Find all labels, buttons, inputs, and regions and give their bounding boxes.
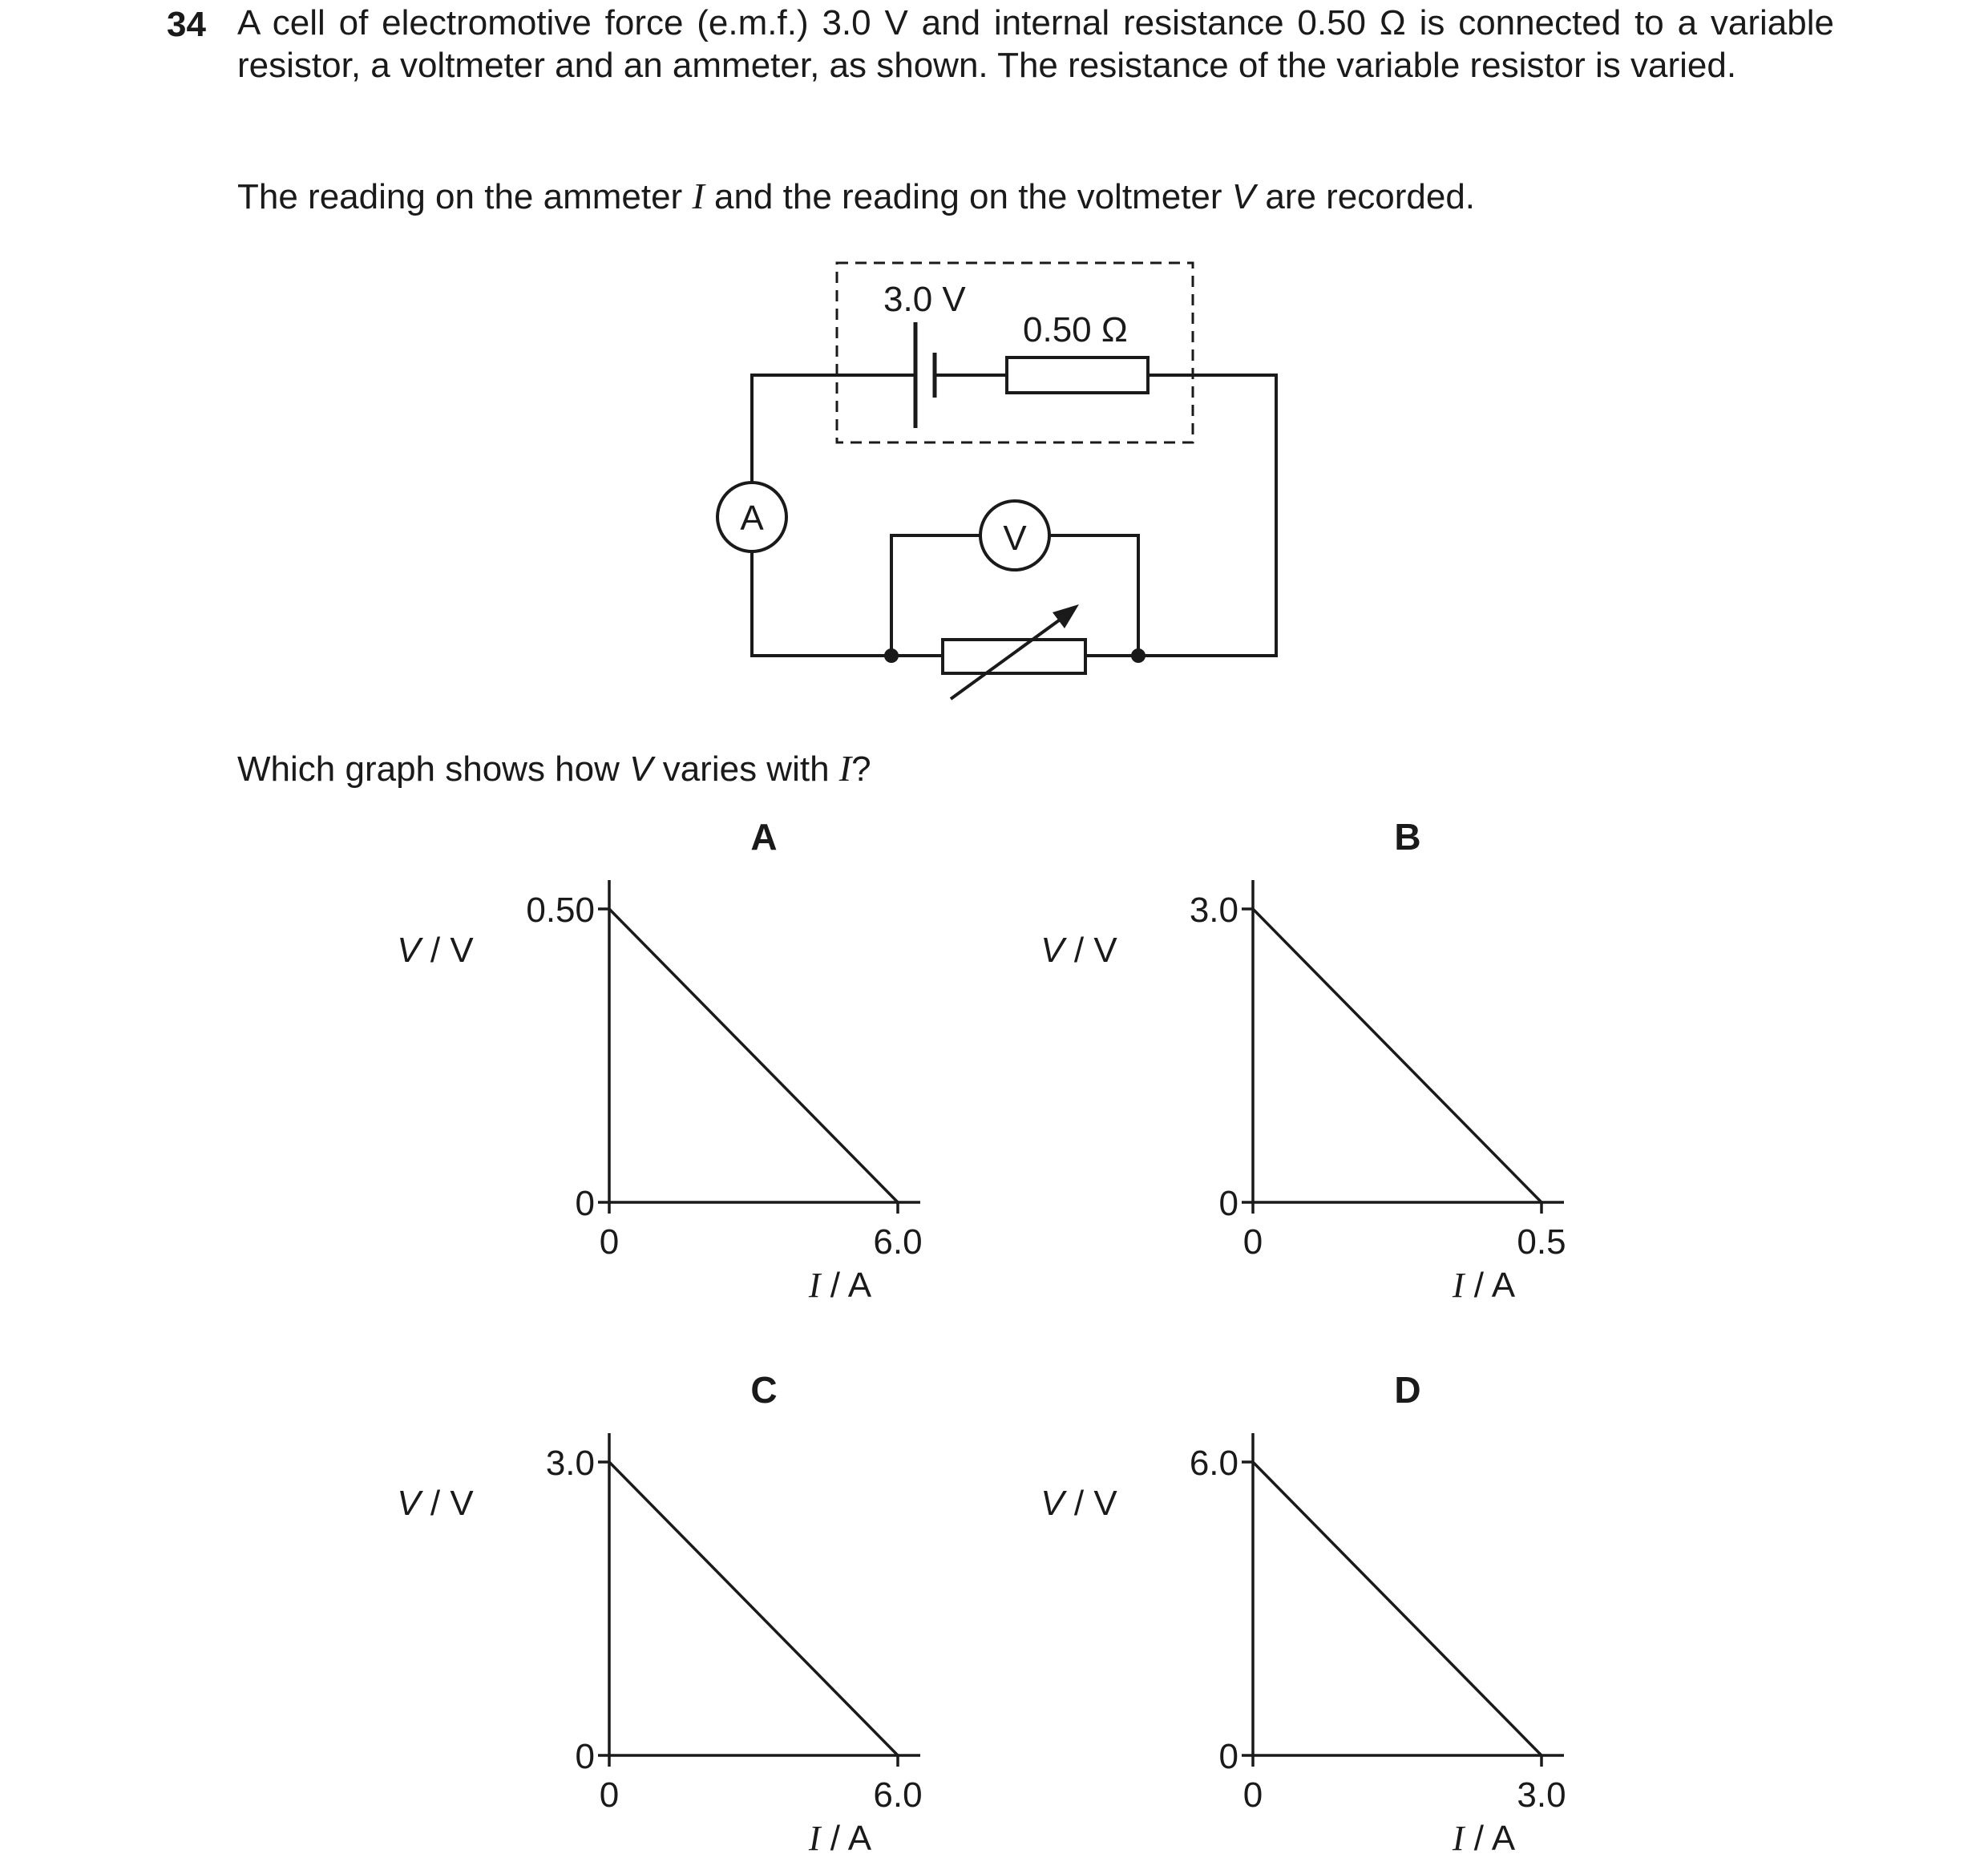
graph-d-y-tick-label-top: 6.0 — [1189, 1444, 1238, 1483]
graph-b-option-label: B — [1394, 816, 1421, 858]
question-number: 34 — [167, 5, 206, 44]
graph-c-x-tick-label-end: 6.0 — [873, 1775, 923, 1815]
prompt-text-1: Which graph shows how — [237, 749, 630, 789]
reading-text-3: are recorded. — [1255, 177, 1476, 216]
graph-b-y-axis-label: V / V — [1040, 931, 1117, 970]
graph-c-y-axis-label: V / V — [397, 1484, 474, 1523]
graph-d-data-line — [1253, 1462, 1542, 1755]
prompt-voltage-symbol: V — [629, 749, 653, 789]
prompt-current-symbol: I — [838, 748, 852, 789]
prompt-text-2: varies with — [653, 749, 839, 789]
graph-a-x-tick-label-end: 6.0 — [873, 1222, 923, 1262]
current-symbol: I — [692, 176, 705, 216]
graph-d-x-tick-label-end: 3.0 — [1517, 1775, 1566, 1815]
graph-c-y-tick-label-top: 3.0 — [545, 1444, 595, 1483]
graph-b-x-tick-label-end: 0.5 — [1517, 1222, 1566, 1262]
graph-d-y-axis-label: V / V — [1040, 1484, 1117, 1523]
graph-c-x-axis-label: I / A — [808, 1819, 872, 1858]
internal-resistance-label: 0.50 Ω — [1023, 310, 1128, 349]
ammeter-label: A — [740, 499, 764, 538]
graph-d-y-tick-label-zero: 0 — [1218, 1737, 1238, 1776]
graph-a-y-tick-label-zero: 0 — [575, 1184, 595, 1223]
graph-a-x-axis-label: I / A — [808, 1266, 872, 1305]
graph-b-y-tick-label-zero: 0 — [1218, 1184, 1238, 1223]
graph-d-option-label: D — [1394, 1369, 1421, 1411]
graph-a-data-line — [609, 909, 898, 1202]
reading-text-2: and the reading on the voltmeter — [704, 177, 1232, 216]
reading-text-1: The reading on the ammeter — [237, 177, 693, 216]
graph-c-data-line — [609, 1462, 898, 1755]
voltage-symbol: V — [1231, 177, 1256, 216]
graph-b-x-tick-label-zero: 0 — [1242, 1222, 1263, 1262]
graph-a-x-tick-label-zero: 0 — [599, 1222, 620, 1262]
graph-c-y-tick-label-zero: 0 — [575, 1737, 595, 1776]
graph-d-x-axis-label: I / A — [1452, 1819, 1516, 1858]
graph-c-x-tick-label-zero: 0 — [599, 1775, 620, 1815]
graph-b-y-tick-label-top: 3.0 — [1189, 891, 1238, 930]
graph-a-y-tick-label-top: 0.50 — [526, 891, 595, 930]
voltmeter-label: V — [1003, 519, 1027, 558]
graph-a-option-label: A — [750, 816, 778, 858]
graph-a-y-axis-label: V / V — [397, 931, 474, 970]
emf-label: 3.0 V — [883, 280, 966, 319]
question-intro: A cell of electromotive force (e.m.f.) 3.0 V and internal resistance 0.50 Ω is connected to a variable resistor, a voltmeter and an ammeter, as shown. The resistance of the variable resistor is varied. — [237, 3, 1834, 85]
graph-b-data-line — [1253, 909, 1542, 1202]
graph-d-x-tick-label-zero: 0 — [1242, 1775, 1263, 1815]
graph-c-option-label: C — [750, 1369, 778, 1411]
graph-b-x-axis-label: I / A — [1452, 1266, 1516, 1305]
prompt-text-3: ? — [851, 749, 871, 789]
